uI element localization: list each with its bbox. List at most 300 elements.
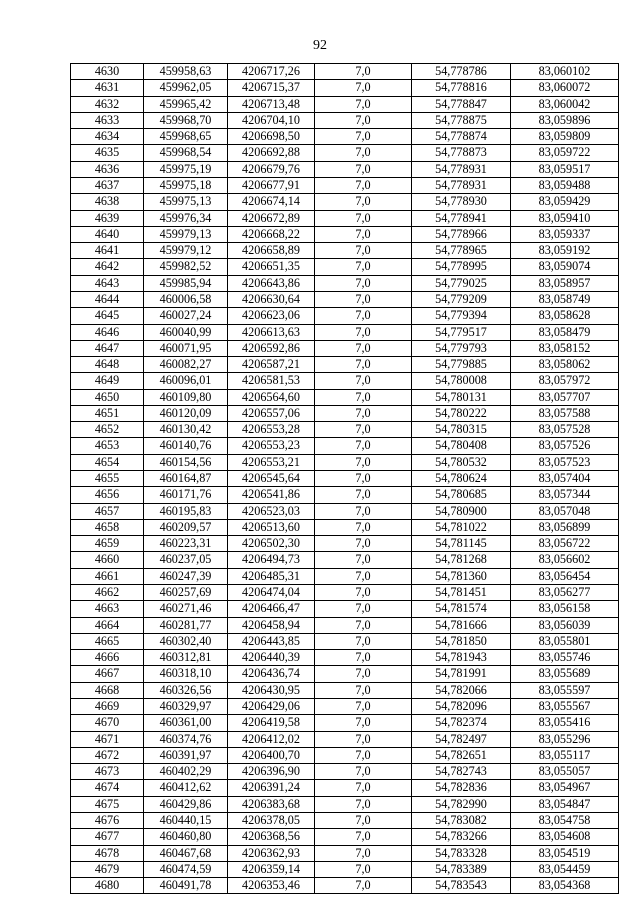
coordinates-table — [70, 63, 619, 894]
longitude-cell: 83,056277 — [511, 585, 619, 601]
latitude-cell: 54,782743 — [412, 764, 511, 780]
table-body — [71, 64, 619, 894]
table-row — [71, 80, 619, 96]
point-number-cell: 4654 — [71, 454, 144, 470]
point-number-cell: 4651 — [71, 405, 144, 421]
longitude-cell: 83,056039 — [511, 617, 619, 633]
longitude-cell: 83,055296 — [511, 731, 619, 747]
value-cell: 7,0 — [315, 650, 412, 666]
value-cell: 7,0 — [315, 536, 412, 552]
point-number-cell: 4641 — [71, 243, 144, 259]
y-coordinate-cell: 4206359,14 — [228, 861, 315, 877]
table-row — [71, 536, 619, 552]
longitude-cell: 83,054368 — [511, 878, 619, 894]
longitude-cell: 83,055117 — [511, 747, 619, 763]
latitude-cell: 54,783266 — [412, 829, 511, 845]
latitude-cell: 54,782374 — [412, 715, 511, 731]
latitude-cell: 54,782836 — [412, 780, 511, 796]
x-coordinate-cell: 460312,81 — [144, 650, 228, 666]
latitude-cell: 54,781145 — [412, 536, 511, 552]
x-coordinate-cell: 460467,68 — [144, 845, 228, 861]
longitude-cell: 83,054967 — [511, 780, 619, 796]
table-row — [71, 796, 619, 812]
table-row — [71, 764, 619, 780]
value-cell: 7,0 — [315, 568, 412, 584]
longitude-cell: 83,054758 — [511, 812, 619, 828]
latitude-cell: 54,782066 — [412, 682, 511, 698]
value-cell: 7,0 — [315, 96, 412, 112]
point-number-cell: 4675 — [71, 796, 144, 812]
y-coordinate-cell: 4206692,88 — [228, 145, 315, 161]
longitude-cell: 83,058957 — [511, 275, 619, 291]
table-row — [71, 96, 619, 112]
x-coordinate-cell: 459968,70 — [144, 112, 228, 128]
y-coordinate-cell: 4206383,68 — [228, 796, 315, 812]
y-coordinate-cell: 4206677,91 — [228, 177, 315, 193]
table-row — [71, 243, 619, 259]
x-coordinate-cell: 460281,77 — [144, 617, 228, 633]
table-row — [71, 552, 619, 568]
longitude-cell: 83,055567 — [511, 698, 619, 714]
y-coordinate-cell: 4206412,02 — [228, 731, 315, 747]
longitude-cell: 83,059192 — [511, 243, 619, 259]
value-cell: 7,0 — [315, 145, 412, 161]
latitude-cell: 54,781850 — [412, 633, 511, 649]
point-number-cell: 4650 — [71, 389, 144, 405]
latitude-cell: 54,778874 — [412, 129, 511, 145]
value-cell: 7,0 — [315, 617, 412, 633]
point-number-cell: 4658 — [71, 519, 144, 535]
x-coordinate-cell: 460209,57 — [144, 519, 228, 535]
longitude-cell: 83,056899 — [511, 519, 619, 535]
x-coordinate-cell: 460130,42 — [144, 422, 228, 438]
value-cell: 7,0 — [315, 357, 412, 373]
longitude-cell: 83,055597 — [511, 682, 619, 698]
x-coordinate-cell: 460223,31 — [144, 536, 228, 552]
longitude-cell: 83,058152 — [511, 340, 619, 356]
x-coordinate-cell: 460071,95 — [144, 340, 228, 356]
value-cell: 7,0 — [315, 422, 412, 438]
x-coordinate-cell: 459975,19 — [144, 161, 228, 177]
latitude-cell: 54,778931 — [412, 161, 511, 177]
y-coordinate-cell: 4206440,39 — [228, 650, 315, 666]
latitude-cell: 54,780408 — [412, 438, 511, 454]
x-coordinate-cell: 459979,12 — [144, 243, 228, 259]
latitude-cell: 54,782497 — [412, 731, 511, 747]
point-number-cell: 4662 — [71, 585, 144, 601]
y-coordinate-cell: 4206704,10 — [228, 112, 315, 128]
latitude-cell: 54,781574 — [412, 601, 511, 617]
point-number-cell: 4635 — [71, 145, 144, 161]
table-row — [71, 682, 619, 698]
latitude-cell: 54,778847 — [412, 96, 511, 112]
table-row — [71, 308, 619, 324]
page-number: 92 — [313, 38, 327, 53]
table-row — [71, 715, 619, 731]
point-number-cell: 4648 — [71, 357, 144, 373]
table-row — [71, 845, 619, 861]
table-row — [71, 503, 619, 519]
latitude-cell: 54,780685 — [412, 487, 511, 503]
y-coordinate-cell: 4206713,48 — [228, 96, 315, 112]
y-coordinate-cell: 4206466,47 — [228, 601, 315, 617]
latitude-cell: 54,780532 — [412, 454, 511, 470]
table-row — [71, 617, 619, 633]
longitude-cell: 83,059429 — [511, 194, 619, 210]
table-row — [71, 64, 619, 80]
y-coordinate-cell: 4206494,73 — [228, 552, 315, 568]
y-coordinate-cell: 4206430,95 — [228, 682, 315, 698]
x-coordinate-cell: 460329,97 — [144, 698, 228, 714]
table-row — [71, 177, 619, 193]
point-number-cell: 4643 — [71, 275, 144, 291]
value-cell: 7,0 — [315, 845, 412, 861]
table-row — [71, 129, 619, 145]
table-row — [71, 780, 619, 796]
y-coordinate-cell: 4206613,63 — [228, 324, 315, 340]
value-cell: 7,0 — [315, 177, 412, 193]
longitude-cell: 83,054459 — [511, 861, 619, 877]
x-coordinate-cell: 460374,76 — [144, 731, 228, 747]
latitude-cell: 54,782096 — [412, 698, 511, 714]
longitude-cell: 83,059896 — [511, 112, 619, 128]
table-row — [71, 829, 619, 845]
y-coordinate-cell: 4206553,21 — [228, 454, 315, 470]
point-number-cell: 4674 — [71, 780, 144, 796]
point-number-cell: 4647 — [71, 340, 144, 356]
y-coordinate-cell: 4206651,35 — [228, 259, 315, 275]
point-number-cell: 4657 — [71, 503, 144, 519]
y-coordinate-cell: 4206672,89 — [228, 210, 315, 226]
latitude-cell: 54,783389 — [412, 861, 511, 877]
value-cell: 7,0 — [315, 633, 412, 649]
x-coordinate-cell: 460318,10 — [144, 666, 228, 682]
point-number-cell: 4655 — [71, 471, 144, 487]
latitude-cell: 54,779394 — [412, 308, 511, 324]
longitude-cell: 83,058062 — [511, 357, 619, 373]
value-cell: 7,0 — [315, 747, 412, 763]
table-row — [71, 454, 619, 470]
x-coordinate-cell: 459979,13 — [144, 226, 228, 242]
point-number-cell: 4631 — [71, 80, 144, 96]
y-coordinate-cell: 4206564,60 — [228, 389, 315, 405]
longitude-cell: 83,057528 — [511, 422, 619, 438]
value-cell: 7,0 — [315, 878, 412, 894]
latitude-cell: 54,781666 — [412, 617, 511, 633]
point-number-cell: 4661 — [71, 568, 144, 584]
y-coordinate-cell: 4206592,86 — [228, 340, 315, 356]
latitude-cell: 54,778816 — [412, 80, 511, 96]
y-coordinate-cell: 4206502,30 — [228, 536, 315, 552]
longitude-cell: 83,056158 — [511, 601, 619, 617]
table-row — [71, 145, 619, 161]
y-coordinate-cell: 4206419,58 — [228, 715, 315, 731]
longitude-cell: 83,059722 — [511, 145, 619, 161]
table-row — [71, 275, 619, 291]
point-number-cell: 4639 — [71, 210, 144, 226]
point-number-cell: 4660 — [71, 552, 144, 568]
longitude-cell: 83,059074 — [511, 259, 619, 275]
longitude-cell: 83,057523 — [511, 454, 619, 470]
value-cell: 7,0 — [315, 308, 412, 324]
y-coordinate-cell: 4206513,60 — [228, 519, 315, 535]
longitude-cell: 83,059337 — [511, 226, 619, 242]
y-coordinate-cell: 4206674,14 — [228, 194, 315, 210]
y-coordinate-cell: 4206523,03 — [228, 503, 315, 519]
y-coordinate-cell: 4206679,76 — [228, 161, 315, 177]
y-coordinate-cell: 4206553,28 — [228, 422, 315, 438]
table-row — [71, 324, 619, 340]
y-coordinate-cell: 4206630,64 — [228, 291, 315, 307]
value-cell: 7,0 — [315, 210, 412, 226]
value-cell: 7,0 — [315, 112, 412, 128]
value-cell: 7,0 — [315, 161, 412, 177]
longitude-cell: 83,060072 — [511, 80, 619, 96]
longitude-cell: 83,056602 — [511, 552, 619, 568]
x-coordinate-cell: 460412,62 — [144, 780, 228, 796]
point-number-cell: 4666 — [71, 650, 144, 666]
value-cell: 7,0 — [315, 519, 412, 535]
latitude-cell: 54,779517 — [412, 324, 511, 340]
x-coordinate-cell: 460326,56 — [144, 682, 228, 698]
x-coordinate-cell: 459975,13 — [144, 194, 228, 210]
table-row — [71, 861, 619, 877]
table-row — [71, 422, 619, 438]
longitude-cell: 83,059488 — [511, 177, 619, 193]
point-number-cell: 4636 — [71, 161, 144, 177]
value-cell: 7,0 — [315, 812, 412, 828]
longitude-cell: 83,059410 — [511, 210, 619, 226]
latitude-cell: 54,783328 — [412, 845, 511, 861]
x-coordinate-cell: 460154,56 — [144, 454, 228, 470]
value-cell: 7,0 — [315, 454, 412, 470]
y-coordinate-cell: 4206436,74 — [228, 666, 315, 682]
latitude-cell: 54,781360 — [412, 568, 511, 584]
longitude-cell: 83,055057 — [511, 764, 619, 780]
value-cell: 7,0 — [315, 585, 412, 601]
latitude-cell: 54,778930 — [412, 194, 511, 210]
latitude-cell: 54,778786 — [412, 64, 511, 80]
latitude-cell: 54,778965 — [412, 243, 511, 259]
longitude-cell: 83,055416 — [511, 715, 619, 731]
x-coordinate-cell: 460440,15 — [144, 812, 228, 828]
x-coordinate-cell: 460402,29 — [144, 764, 228, 780]
value-cell: 7,0 — [315, 389, 412, 405]
value-cell: 7,0 — [315, 405, 412, 421]
latitude-cell: 54,780008 — [412, 373, 511, 389]
y-coordinate-cell: 4206443,85 — [228, 633, 315, 649]
point-number-cell: 4653 — [71, 438, 144, 454]
y-coordinate-cell: 4206623,06 — [228, 308, 315, 324]
longitude-cell: 83,054608 — [511, 829, 619, 845]
longitude-cell: 83,056454 — [511, 568, 619, 584]
y-coordinate-cell: 4206587,21 — [228, 357, 315, 373]
table-row — [71, 373, 619, 389]
table-row — [71, 405, 619, 421]
value-cell: 7,0 — [315, 731, 412, 747]
latitude-cell: 54,780315 — [412, 422, 511, 438]
latitude-cell: 54,781268 — [412, 552, 511, 568]
table-row — [71, 601, 619, 617]
x-coordinate-cell: 460247,39 — [144, 568, 228, 584]
longitude-cell: 83,058479 — [511, 324, 619, 340]
x-coordinate-cell: 460082,27 — [144, 357, 228, 373]
latitude-cell: 54,782651 — [412, 747, 511, 763]
value-cell: 7,0 — [315, 601, 412, 617]
y-coordinate-cell: 4206557,06 — [228, 405, 315, 421]
point-number-cell: 4642 — [71, 259, 144, 275]
latitude-cell: 54,783543 — [412, 878, 511, 894]
table-row — [71, 585, 619, 601]
table-row — [71, 194, 619, 210]
latitude-cell: 54,781451 — [412, 585, 511, 601]
x-coordinate-cell: 460171,76 — [144, 487, 228, 503]
value-cell: 7,0 — [315, 487, 412, 503]
value-cell: 7,0 — [315, 715, 412, 731]
longitude-cell: 83,058749 — [511, 291, 619, 307]
x-coordinate-cell: 459985,94 — [144, 275, 228, 291]
longitude-cell: 83,057048 — [511, 503, 619, 519]
point-number-cell: 4672 — [71, 747, 144, 763]
x-coordinate-cell: 460429,86 — [144, 796, 228, 812]
longitude-cell: 83,059809 — [511, 129, 619, 145]
table-row — [71, 471, 619, 487]
x-coordinate-cell: 459968,65 — [144, 129, 228, 145]
x-coordinate-cell: 460474,59 — [144, 861, 228, 877]
table-row — [71, 389, 619, 405]
point-number-cell: 4668 — [71, 682, 144, 698]
value-cell: 7,0 — [315, 764, 412, 780]
table-row — [71, 340, 619, 356]
point-number-cell: 4652 — [71, 422, 144, 438]
longitude-cell: 83,057707 — [511, 389, 619, 405]
latitude-cell: 54,778941 — [412, 210, 511, 226]
point-number-cell: 4669 — [71, 698, 144, 714]
x-coordinate-cell: 460140,76 — [144, 438, 228, 454]
longitude-cell: 83,057588 — [511, 405, 619, 421]
y-coordinate-cell: 4206485,31 — [228, 568, 315, 584]
y-coordinate-cell: 4206698,50 — [228, 129, 315, 145]
y-coordinate-cell: 4206668,22 — [228, 226, 315, 242]
table-row — [71, 666, 619, 682]
table-row — [71, 112, 619, 128]
y-coordinate-cell: 4206353,46 — [228, 878, 315, 894]
point-number-cell: 4644 — [71, 291, 144, 307]
value-cell: 7,0 — [315, 780, 412, 796]
value-cell: 7,0 — [315, 324, 412, 340]
longitude-cell: 83,057526 — [511, 438, 619, 454]
latitude-cell: 54,783082 — [412, 812, 511, 828]
table-row — [71, 747, 619, 763]
value-cell: 7,0 — [315, 373, 412, 389]
table-row — [71, 731, 619, 747]
x-coordinate-cell: 460257,69 — [144, 585, 228, 601]
longitude-cell: 83,055801 — [511, 633, 619, 649]
point-number-cell: 4671 — [71, 731, 144, 747]
latitude-cell: 54,779025 — [412, 275, 511, 291]
value-cell: 7,0 — [315, 259, 412, 275]
value-cell: 7,0 — [315, 80, 412, 96]
point-number-cell: 4632 — [71, 96, 144, 112]
table-row — [71, 519, 619, 535]
point-number-cell: 4670 — [71, 715, 144, 731]
x-coordinate-cell: 459965,42 — [144, 96, 228, 112]
point-number-cell: 4646 — [71, 324, 144, 340]
y-coordinate-cell: 4206474,04 — [228, 585, 315, 601]
x-coordinate-cell: 460361,00 — [144, 715, 228, 731]
x-coordinate-cell: 460120,09 — [144, 405, 228, 421]
point-number-cell: 4664 — [71, 617, 144, 633]
point-number-cell: 4667 — [71, 666, 144, 682]
point-number-cell: 4645 — [71, 308, 144, 324]
value-cell: 7,0 — [315, 129, 412, 145]
point-number-cell: 4676 — [71, 812, 144, 828]
longitude-cell: 83,056722 — [511, 536, 619, 552]
point-number-cell: 4673 — [71, 764, 144, 780]
longitude-cell: 83,054519 — [511, 845, 619, 861]
x-coordinate-cell: 459968,54 — [144, 145, 228, 161]
y-coordinate-cell: 4206368,56 — [228, 829, 315, 845]
longitude-cell: 83,060102 — [511, 64, 619, 80]
y-coordinate-cell: 4206362,93 — [228, 845, 315, 861]
latitude-cell: 54,780624 — [412, 471, 511, 487]
value-cell: 7,0 — [315, 503, 412, 519]
latitude-cell: 54,778931 — [412, 177, 511, 193]
value-cell: 7,0 — [315, 64, 412, 80]
longitude-cell: 83,059517 — [511, 161, 619, 177]
table-row — [71, 812, 619, 828]
point-number-cell: 4677 — [71, 829, 144, 845]
longitude-cell: 83,055746 — [511, 650, 619, 666]
x-coordinate-cell: 460096,01 — [144, 373, 228, 389]
x-coordinate-cell: 460237,05 — [144, 552, 228, 568]
latitude-cell: 54,780131 — [412, 389, 511, 405]
table-row — [71, 698, 619, 714]
latitude-cell: 54,781991 — [412, 666, 511, 682]
latitude-cell: 54,781022 — [412, 519, 511, 535]
point-number-cell: 4630 — [71, 64, 144, 80]
latitude-cell: 54,778995 — [412, 259, 511, 275]
longitude-cell: 83,057404 — [511, 471, 619, 487]
x-coordinate-cell: 459958,63 — [144, 64, 228, 80]
value-cell: 7,0 — [315, 552, 412, 568]
value-cell: 7,0 — [315, 796, 412, 812]
value-cell: 7,0 — [315, 291, 412, 307]
x-coordinate-cell: 460491,78 — [144, 878, 228, 894]
table-row — [71, 650, 619, 666]
y-coordinate-cell: 4206715,37 — [228, 80, 315, 96]
y-coordinate-cell: 4206400,70 — [228, 747, 315, 763]
value-cell: 7,0 — [315, 340, 412, 356]
x-coordinate-cell: 460195,83 — [144, 503, 228, 519]
point-number-cell: 4649 — [71, 373, 144, 389]
latitude-cell: 54,779885 — [412, 357, 511, 373]
x-coordinate-cell: 460302,40 — [144, 633, 228, 649]
latitude-cell: 54,780222 — [412, 405, 511, 421]
x-coordinate-cell: 459982,52 — [144, 259, 228, 275]
value-cell: 7,0 — [315, 666, 412, 682]
point-number-cell: 4634 — [71, 129, 144, 145]
y-coordinate-cell: 4206643,86 — [228, 275, 315, 291]
value-cell: 7,0 — [315, 275, 412, 291]
table-row — [71, 438, 619, 454]
latitude-cell: 54,778875 — [412, 112, 511, 128]
point-number-cell: 4640 — [71, 226, 144, 242]
point-number-cell: 4663 — [71, 601, 144, 617]
latitude-cell: 54,778966 — [412, 226, 511, 242]
x-coordinate-cell: 460006,58 — [144, 291, 228, 307]
y-coordinate-cell: 4206717,26 — [228, 64, 315, 80]
